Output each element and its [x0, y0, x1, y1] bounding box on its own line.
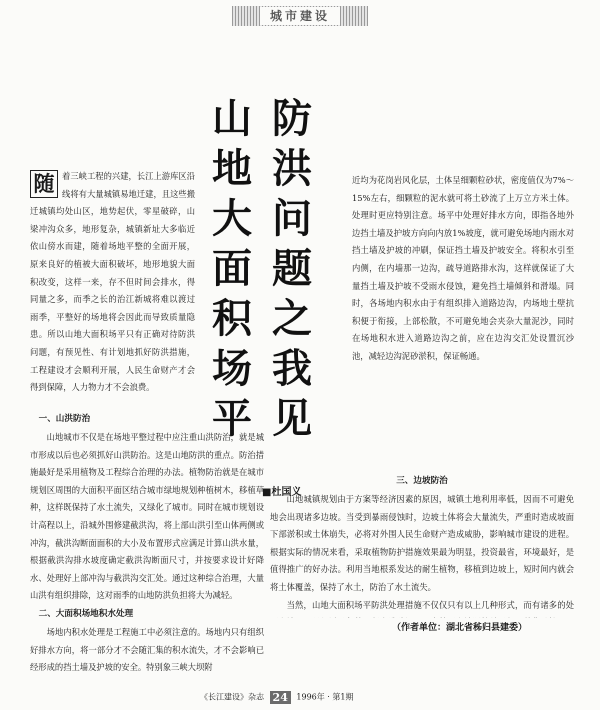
title-char: 见 [272, 395, 312, 442]
page-number: 24 [270, 691, 291, 704]
title-char: 平 [212, 395, 252, 442]
author-name: ■杜国义 [262, 487, 302, 498]
intro-paragraph: 着三峡工程的兴建，长江上游库区沿线将有大量城镇易地迁建，且这些搬迁城镇均处山区，地势起伏，零星破碎，山梁冲沟众多，地形复杂，城镇新址大多临近依山傍水而建，随着场地平整的全面开展，原来良好的植被大面积破坏，地形地貌大面积改变，这样一来，存不但时间会排水，得同量之多，而季之长的治江新城将难以渡过雨季，平整好的场地将会因此而导致质量隐患。所以山地大面积场平只有正确对待防洪问题，有预见性、有计划地抓好防洪措施，工程建设才会顺利开展，人民生命财产才会得到保障，人力物力才不会浪费。 [30, 171, 195, 393]
paragraph-slope-protection: 山地城镇规划由于方案等经济因素的原因，城镇土地利用率低，因而不可避免地会出现诸多边坡。当受到暴雨侵蚀时，边坡土体将会大量流失，严重时造成坡面下部淤积或土体崩失，必将对外围人民生命财产造成威胁，影响城市建设的进程。根据实际的情况来看，采取植物防护措施效果最为明显，投资最省，环境最好，是值得推广的好办法。利用当地根系发达的耐生植物，移植到边坡上，短时间内就会将土体覆盖，保持了水土，防治了水土流失。 [270, 494, 574, 592]
left-lower-column [30, 410, 264, 682]
journal-name: 《长江建设》杂志 [200, 692, 264, 702]
intro-column [30, 168, 195, 410]
title-char: 山 [212, 95, 252, 142]
title-char: 我 [272, 345, 312, 392]
title-char: 问 [272, 195, 312, 242]
title-char: 面 [212, 245, 252, 292]
title-char: 场 [212, 345, 252, 392]
paragraph-water-accumulation-continued: 近均为花岗岩风化层，土体呈细颗粒砂状，密度值仅为7%～15%左右，细颗粒的泥水就可将土砂流了上万立方米土体。处理时更应特别注意。场平中处理好排水方向，即指各地外边挡土墙及护坡方向向内放1%坡度，就可避免场地内雨水对挡土墙及护坡的冲刷，保证挡土墙及护坡安全。将积水引至内侧，在内墙那一边沟，疏导道路排水沟，这样就保证了大量挡土墙及护坡不受雨水侵蚀，避免挡土墙倾斜和滑塌。同时，各场地内积水由于有组织排入道路边沟，内场地土壁抗积便于衔接，上部松散，不可避免地会夹杂大量泥沙，同时在场地积水进入道路边沟之前，应在边沟交汇处设置沉沙池，减轻边沟泥砂淤积，保证畅通。 [352, 175, 574, 361]
right-upper-column [352, 172, 574, 472]
paragraph-conclusion: 当然，山地大面积场平防洪处理措施不仅仅只有以上几种形式，而有诸多的处 [286, 599, 574, 610]
title-char: 题 [272, 245, 312, 292]
title-line-2 [204, 94, 260, 444]
issue-info: 1996年 · 第1期 [296, 692, 354, 702]
page-footer [200, 691, 353, 704]
title-char: 之 [272, 295, 312, 342]
title-char: 防 [272, 95, 312, 142]
heading-slope-protection: 三、边坡防治 [396, 476, 448, 486]
title-char: 洪 [272, 145, 312, 192]
heading-flood-control: 一、山洪防治 [38, 414, 91, 424]
title-line-1 [264, 94, 320, 444]
title-char: 地 [212, 145, 252, 192]
drop-cap: 随 [30, 170, 58, 198]
paragraph-water-accumulation: 场地内积水处理是工程施工中必须注意的。场地内只有组织好排水方向，将一部分才不会随汇集的积水流失，才不会影响已经形成的挡土墙及护坡的安全。特别象三峡大坝附 [30, 626, 264, 673]
title-char: 积 [212, 295, 252, 342]
title-char: 大 [212, 195, 252, 242]
section-banner [232, 6, 368, 26]
heading-water-accumulation: 二、大面积场地积水处理 [38, 608, 134, 619]
right-lower-column [270, 472, 574, 618]
paragraph-flood-control: 山地城市不仅是在场地平整过程中应注重山洪防治，就是城市形成以后也必须抓好山洪防治。这是山地防洪的重点。防治措施最好是采用植物及工程综合治理的办法。植物防治就是在城市规划区周围的大面积平面区结合城市绿地规划种植树木，移植草种，这样既保持了水土流失，又绿化了城市。同时在城市规划设计高程以上，沿城外围修建截洪沟，将上部山洪引至山体两侧或冲沟，截洪沟断面面积的大小及布置形式应满足计算山洪水量，根据截洪沟排水坡度确定截洪沟断面尺寸，并按要求设计好降水、处理好上部冲沟与截洪沟交汇处。通过这种综合治理，大量山洪有组织排除，这对雨季的山地防洪负担将大为减轻。 [30, 432, 264, 601]
author-affiliation: （作者单位：湖北省秭归县建委） [392, 623, 528, 633]
section-banner-text: 城市建设 [260, 7, 340, 25]
